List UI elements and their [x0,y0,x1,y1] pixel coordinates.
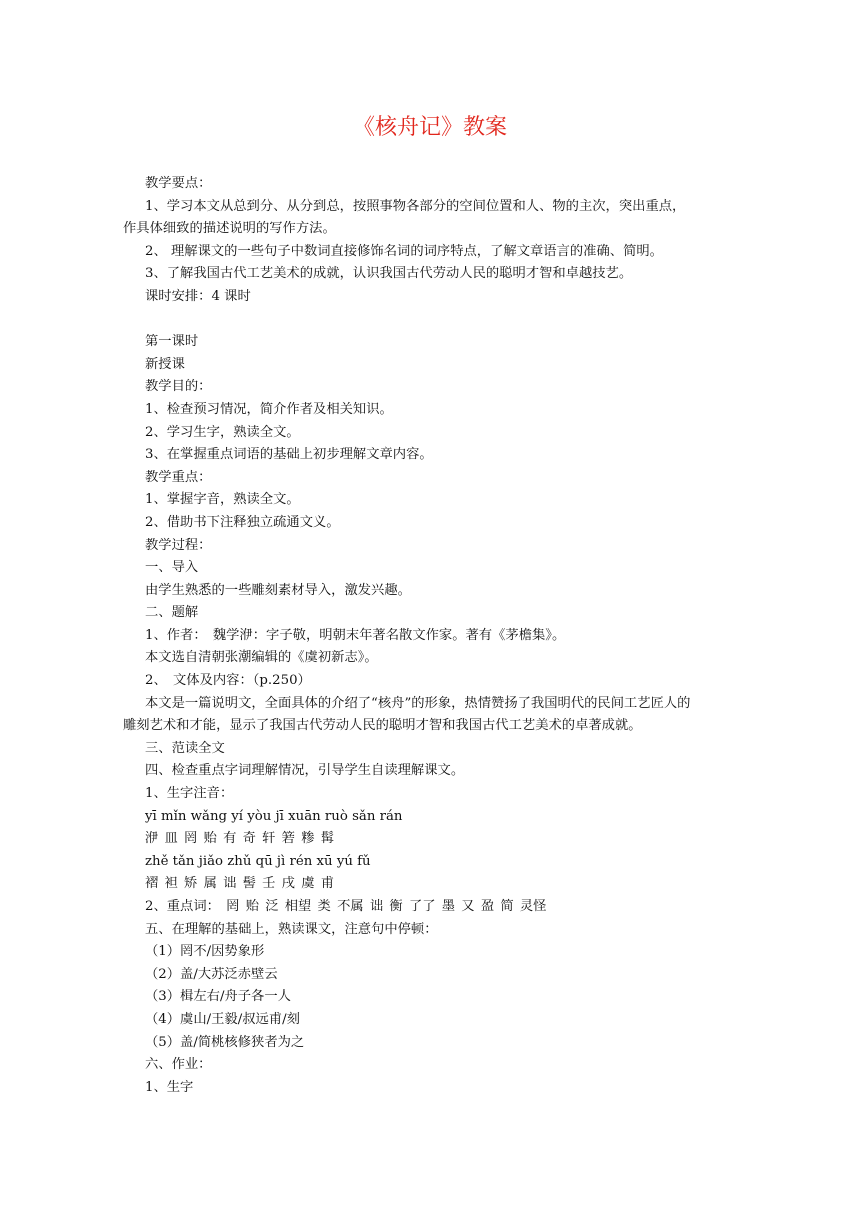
text-line: 1、掌握字音，熟读全文。 [145,492,300,508]
text-line: （3）楫左右/舟子各一人 [145,989,291,1005]
chars-line: 洢 皿 罔 贻 有 奇 轩 箬 糁 髯 [145,831,335,847]
pinyin-line: zhě tǎn jiǎo zhǔ qū jì rén xū yú fǔ [145,853,371,869]
text-line: 作具体细致的描述说明的写作方法。 [123,221,336,237]
text-line: 本文选自清朝张潮编辑的《虞初新志》。 [145,650,378,666]
pinyin-line: yī mǐn wǎng yí yòu jī xuān ruò sǎn rán [145,808,403,824]
text-line: 六、作业： [145,1057,212,1073]
text-line: 课时安排：4 课时 [145,288,251,304]
document-body [123,173,743,1099]
text-line: （2）盖/大苏泛赤壁云 [145,966,278,982]
text-line: 1、检查预习情况，简介作者及相关知识。 [145,401,393,417]
text-line: 教学目的： [145,379,212,395]
text-line: 2、重点词： 罔 贻 泛 相望 类 不属 诎 衡 了了 墨 又 盈 简 灵怪 [145,899,547,914]
text-line: 2、借助书下注释独立疏通文义。 [145,514,340,530]
text-line: 1、作者： 魏学洢：字子敬，明朝末年著名散文作家。著有《茅檐集》。 [145,627,566,643]
text-line: 教学要点： [145,176,212,191]
text-line: 三、范读全文 [145,740,225,756]
text-line: 1、生字注音： [145,786,234,802]
text-line: （5）盖/简桃核修狭者为之 [145,1034,305,1050]
text-line: 1、生字 [145,1079,194,1095]
text-line: （1）罔不/因势象形 [145,944,265,960]
text-line: 由学生熟悉的一些雕刻素材导入，激发兴趣。 [145,582,411,598]
document-title: 《核舟记》教案 [352,115,507,140]
text-line: 1、学习本文从总到分、从分到总，按照事物各部分的空间位置和人、物的主次，突出重点， [145,198,686,214]
text-line: 2、 理解课文的一些句子中数词直接修饰名词的词序特点，了解文章语言的准确、简明。 [145,243,663,259]
chars-line: 褶 袒 矫 属 诎 髻 壬 戌 虞 甫 [145,876,335,892]
text-line: 第一课时 [145,334,199,350]
text-line: 2、 文体及内容：（p.250） [145,673,311,689]
text-line: （4）虞山/王毅/叔远甫/刻 [145,1011,300,1027]
text-line: 本文是一篇说明文，全面具体的介绍了“核舟”的形象，热情赞扬了我国明代的民间工艺匠人的 [145,695,691,711]
text-line: 3、在掌握重点词语的基础上初步理解文章内容。 [145,447,433,463]
text-line: 新授课 [145,356,185,372]
text-line: 教学重点： [145,469,212,485]
text-line: 雕刻艺术和才能，显示了我国古代劳动人民的聪明才智和我国古代工艺美术的卓著成就。 [123,718,642,734]
text-line: 一、导入 [145,560,199,576]
text-line: 3、了解我国古代工艺美术的成就，认识我国古代劳动人民的聪明才智和卓越技艺。 [145,266,633,282]
text-line: 教学过程： [145,537,212,553]
blank-line [123,309,743,332]
text-line: 2、学习生字，熟读全文。 [145,424,300,440]
text-line: 四、检查重点字词理解情况，引导学生自读理解课文。 [145,763,465,779]
text-line: 五、在理解的基础上，熟读课文，注意句中停顿： [145,921,438,937]
text-line: 二、题解 [145,605,199,621]
